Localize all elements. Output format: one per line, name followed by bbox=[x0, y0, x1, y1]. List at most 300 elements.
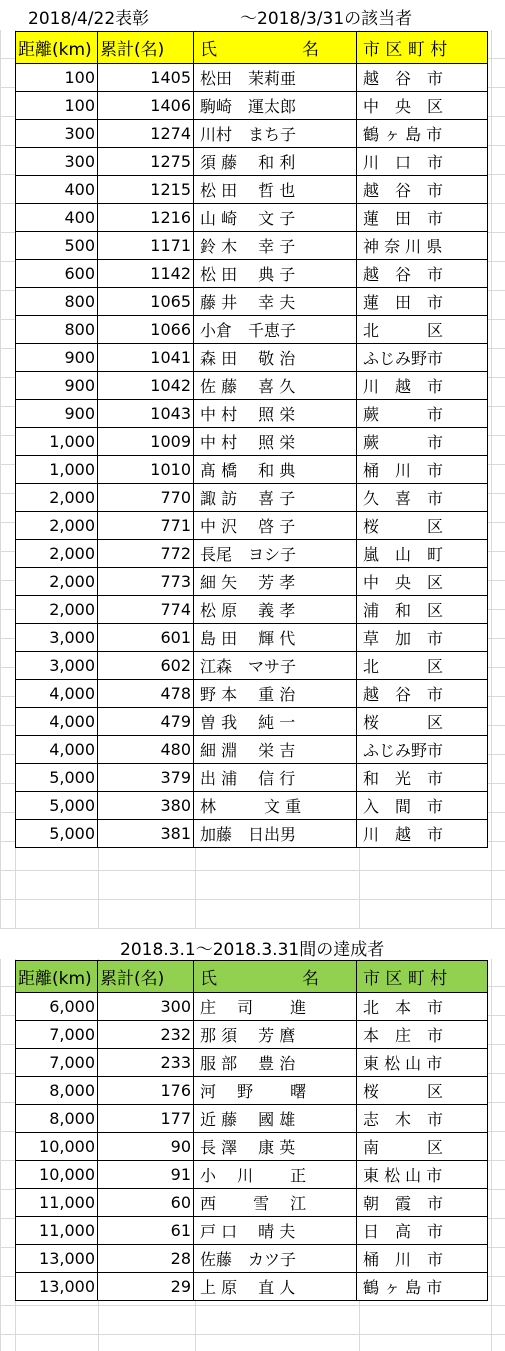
distance-cell-text: 900 bbox=[64, 348, 95, 367]
table-row bbox=[16, 372, 488, 400]
name-cell bbox=[194, 260, 357, 288]
municipality-cell bbox=[357, 1189, 488, 1217]
name-cell bbox=[194, 1105, 357, 1133]
section1-table bbox=[15, 31, 488, 848]
municipality-cell bbox=[357, 232, 488, 260]
header-name: 氏 名 bbox=[194, 961, 357, 993]
cumulative-cell-text: 60 bbox=[170, 1193, 191, 1212]
distance-cell-text: 6,000 bbox=[49, 997, 95, 1016]
distance-cell bbox=[16, 512, 98, 540]
table-row bbox=[16, 512, 488, 540]
distance-cell-text: 5,000 bbox=[49, 768, 95, 787]
distance-cell bbox=[16, 1245, 98, 1273]
municipality-cell bbox=[357, 1049, 488, 1077]
table-row bbox=[16, 232, 488, 260]
name-cell bbox=[194, 512, 357, 540]
name-cell bbox=[194, 1217, 357, 1245]
table-row bbox=[16, 1133, 488, 1161]
cumulative-cell-text: 1274 bbox=[150, 124, 191, 143]
distance-cell-text: 300 bbox=[64, 124, 95, 143]
cumulative-cell-text: 91 bbox=[170, 1165, 191, 1184]
cumulative-cell-text: 300 bbox=[160, 997, 191, 1016]
name-cell bbox=[194, 1161, 357, 1189]
name-cell bbox=[194, 1133, 357, 1161]
municipality-cell bbox=[357, 1133, 488, 1161]
distance-cell-text: 3,000 bbox=[49, 656, 95, 675]
table-row bbox=[16, 1161, 488, 1189]
name-cell-text: 松 原 義 孝 bbox=[200, 601, 296, 620]
cumulative-cell bbox=[98, 428, 194, 456]
cumulative-cell-text: 601 bbox=[160, 628, 191, 647]
distance-cell bbox=[16, 1105, 98, 1133]
table-row bbox=[16, 540, 488, 568]
municipality-cell-text: 北 区 bbox=[363, 657, 444, 676]
table-row bbox=[16, 596, 488, 624]
name-cell bbox=[194, 232, 357, 260]
municipality-cell-text: 桜 区 bbox=[363, 517, 444, 536]
municipality-cell bbox=[357, 288, 488, 316]
municipality-cell-text: 和 光 市 bbox=[363, 769, 444, 788]
distance-cell bbox=[16, 993, 98, 1021]
municipality-cell-text: 朝 霞 市 bbox=[363, 1194, 444, 1213]
section2-table bbox=[15, 960, 488, 1301]
table-row bbox=[16, 792, 488, 820]
municipality-cell-text: 蕨 市 bbox=[363, 433, 444, 452]
municipality-cell-text: 入 間 市 bbox=[363, 797, 444, 816]
distance-cell-text: 8,000 bbox=[49, 1081, 95, 1100]
cumulative-cell-text: 1066 bbox=[150, 320, 191, 339]
distance-cell-text: 7,000 bbox=[49, 1025, 95, 1044]
distance-cell bbox=[16, 1273, 98, 1301]
distance-cell-text: 900 bbox=[64, 404, 95, 423]
cumulative-cell bbox=[98, 288, 194, 316]
name-cell bbox=[194, 400, 357, 428]
table-row bbox=[16, 1077, 488, 1105]
header-municipality: 市 区 町 村 bbox=[357, 32, 488, 64]
municipality-cell bbox=[357, 176, 488, 204]
municipality-cell-text: 浦 和 区 bbox=[363, 601, 444, 620]
header-cumulative: 累計(名) bbox=[98, 961, 194, 993]
cumulative-cell bbox=[98, 1049, 194, 1077]
name-cell-text: 加藤 日出男 bbox=[200, 825, 297, 844]
name-cell-text: 山 崎 文 子 bbox=[200, 209, 296, 228]
header-municipality: 市 区 町 村 bbox=[357, 961, 488, 993]
header-cumulative: 累計(名) bbox=[98, 32, 194, 64]
distance-cell bbox=[16, 652, 98, 680]
name-cell bbox=[194, 652, 357, 680]
cumulative-cell bbox=[98, 596, 194, 624]
name-cell-text: 那 須 芳 麿 bbox=[200, 1026, 296, 1045]
name-cell-text: 曽 我 純 一 bbox=[200, 713, 296, 732]
name-cell bbox=[194, 120, 357, 148]
name-cell-text: 須 藤 和 利 bbox=[200, 153, 296, 172]
name-cell-text: 河 野 曙 bbox=[200, 1082, 307, 1101]
cumulative-cell-text: 177 bbox=[160, 1109, 191, 1128]
municipality-cell-text: 桶 川 市 bbox=[363, 1250, 444, 1269]
distance-cell-text: 10,000 bbox=[39, 1137, 95, 1156]
cumulative-cell-text: 771 bbox=[160, 516, 191, 535]
name-cell bbox=[194, 64, 357, 92]
cumulative-cell bbox=[98, 1273, 194, 1301]
distance-cell-text: 1,000 bbox=[49, 432, 95, 451]
municipality-cell-text: 鶴 ヶ 島 市 bbox=[363, 125, 443, 144]
name-cell-text: 松 田 哲 也 bbox=[200, 181, 296, 200]
distance-cell bbox=[16, 400, 98, 428]
municipality-cell-text: 神 奈 川 県 bbox=[363, 237, 443, 256]
table-row bbox=[16, 1021, 488, 1049]
municipality-cell bbox=[357, 708, 488, 736]
distance-cell bbox=[16, 792, 98, 820]
table-row bbox=[16, 764, 488, 792]
municipality-cell-text: 桜 区 bbox=[363, 713, 444, 732]
municipality-cell bbox=[357, 148, 488, 176]
table-row bbox=[16, 400, 488, 428]
cumulative-cell bbox=[98, 176, 194, 204]
cumulative-cell-text: 1009 bbox=[150, 432, 191, 451]
municipality-cell bbox=[357, 652, 488, 680]
distance-cell-text: 5,000 bbox=[49, 796, 95, 815]
table-header-row bbox=[16, 961, 488, 993]
cumulative-cell bbox=[98, 1245, 194, 1273]
cumulative-cell bbox=[98, 1189, 194, 1217]
cumulative-cell bbox=[98, 993, 194, 1021]
cumulative-cell-text: 176 bbox=[160, 1081, 191, 1100]
cumulative-cell bbox=[98, 792, 194, 820]
distance-cell-text: 600 bbox=[64, 264, 95, 283]
distance-cell-text: 11,000 bbox=[39, 1193, 95, 1212]
municipality-cell bbox=[357, 993, 488, 1021]
name-cell-text: 細 淵 栄 吉 bbox=[200, 741, 296, 760]
name-cell-text: 長尾 ヨシ子 bbox=[200, 545, 297, 564]
municipality-cell bbox=[357, 1021, 488, 1049]
distance-cell bbox=[16, 372, 98, 400]
municipality-cell bbox=[357, 316, 488, 344]
distance-cell-text: 8,000 bbox=[49, 1109, 95, 1128]
distance-cell bbox=[16, 708, 98, 736]
name-cell-text: 川村 まち子 bbox=[200, 125, 297, 144]
table-header-row bbox=[16, 32, 488, 64]
name-cell-text: 藤 井 幸 夫 bbox=[200, 293, 296, 312]
distance-cell-text: 7,000 bbox=[49, 1053, 95, 1072]
municipality-cell bbox=[357, 1217, 488, 1245]
name-cell-text: 佐藤 カツ子 bbox=[200, 1250, 297, 1269]
cumulative-cell bbox=[98, 708, 194, 736]
name-cell-text: 中 村 照 栄 bbox=[200, 433, 296, 452]
municipality-cell-text: 川 越 市 bbox=[363, 377, 444, 396]
name-cell bbox=[194, 624, 357, 652]
municipality-cell bbox=[357, 400, 488, 428]
municipality-cell bbox=[357, 1105, 488, 1133]
cumulative-cell-text: 1406 bbox=[150, 96, 191, 115]
distance-cell-text: 4,000 bbox=[49, 684, 95, 703]
name-cell-text: 西 雪 江 bbox=[200, 1194, 307, 1213]
municipality-cell-text: 越 谷 市 bbox=[363, 685, 444, 704]
distance-cell-text: 4,000 bbox=[49, 740, 95, 759]
distance-cell-text: 13,000 bbox=[39, 1277, 95, 1296]
municipality-cell bbox=[357, 820, 488, 848]
distance-cell bbox=[16, 680, 98, 708]
distance-cell bbox=[16, 232, 98, 260]
distance-cell bbox=[16, 1021, 98, 1049]
cumulative-cell-text: 29 bbox=[170, 1277, 191, 1296]
table-row bbox=[16, 456, 488, 484]
municipality-cell-text: 本 庄 市 bbox=[363, 1026, 444, 1045]
distance-cell bbox=[16, 1189, 98, 1217]
municipality-cell bbox=[357, 792, 488, 820]
table-row bbox=[16, 1049, 488, 1077]
cumulative-cell-text: 479 bbox=[160, 712, 191, 731]
name-cell bbox=[194, 1245, 357, 1273]
municipality-cell bbox=[357, 64, 488, 92]
section1-title-left: 2018/4/22表彰 bbox=[28, 9, 150, 29]
cumulative-cell-text: 379 bbox=[160, 768, 191, 787]
municipality-cell bbox=[357, 428, 488, 456]
name-cell-text: 松 田 典 子 bbox=[200, 265, 296, 284]
municipality-cell-text: 日 高 市 bbox=[363, 1222, 444, 1241]
cumulative-cell-text: 381 bbox=[160, 824, 191, 843]
distance-cell bbox=[16, 484, 98, 512]
table-row bbox=[16, 176, 488, 204]
name-cell bbox=[194, 1021, 357, 1049]
distance-cell bbox=[16, 1077, 98, 1105]
municipality-cell bbox=[357, 204, 488, 232]
name-cell-text: 近 藤 國 雄 bbox=[200, 1110, 296, 1129]
cumulative-cell bbox=[98, 372, 194, 400]
cumulative-cell-text: 61 bbox=[170, 1221, 191, 1240]
distance-cell bbox=[16, 148, 98, 176]
cumulative-cell bbox=[98, 568, 194, 596]
header-distance: 距離(km) bbox=[16, 961, 98, 993]
distance-cell bbox=[16, 820, 98, 848]
table-row bbox=[16, 260, 488, 288]
name-cell bbox=[194, 820, 357, 848]
municipality-cell-text: 北 区 bbox=[363, 321, 444, 340]
cumulative-cell-text: 774 bbox=[160, 600, 191, 619]
cumulative-cell bbox=[98, 764, 194, 792]
table-row bbox=[16, 708, 488, 736]
name-cell bbox=[194, 540, 357, 568]
cumulative-cell bbox=[98, 484, 194, 512]
cumulative-cell-text: 1042 bbox=[150, 376, 191, 395]
name-cell bbox=[194, 176, 357, 204]
municipality-cell bbox=[357, 624, 488, 652]
section1-title-row bbox=[0, 0, 505, 30]
name-cell bbox=[194, 92, 357, 120]
municipality-cell-text: 桜 区 bbox=[363, 1082, 444, 1101]
distance-cell-text: 400 bbox=[64, 208, 95, 227]
cumulative-cell-text: 380 bbox=[160, 796, 191, 815]
cumulative-cell bbox=[98, 92, 194, 120]
table-row bbox=[16, 1217, 488, 1245]
municipality-cell-text: 鶴 ヶ 島 市 bbox=[363, 1278, 443, 1297]
table-row bbox=[16, 204, 488, 232]
distance-cell bbox=[16, 92, 98, 120]
table-row bbox=[16, 624, 488, 652]
cumulative-cell bbox=[98, 316, 194, 344]
gridline bbox=[491, 0, 492, 1351]
table-row bbox=[16, 736, 488, 764]
name-cell bbox=[194, 1273, 357, 1301]
cumulative-cell bbox=[98, 540, 194, 568]
cumulative-cell bbox=[98, 624, 194, 652]
municipality-cell-text: 越 谷 市 bbox=[363, 181, 444, 200]
name-cell bbox=[194, 1049, 357, 1077]
distance-cell-text: 10,000 bbox=[39, 1165, 95, 1184]
municipality-cell-text: ふじみ野市 bbox=[363, 349, 444, 368]
cumulative-cell-text: 1405 bbox=[150, 68, 191, 87]
name-cell-text: 出 浦 信 行 bbox=[200, 769, 296, 788]
distance-cell bbox=[16, 344, 98, 372]
municipality-cell-text: ふじみ野市 bbox=[363, 741, 444, 760]
distance-cell-text: 2,000 bbox=[49, 572, 95, 591]
name-cell-text: 森 田 敬 治 bbox=[200, 349, 296, 368]
municipality-cell bbox=[357, 92, 488, 120]
name-cell-text: 中 沢 啓 子 bbox=[200, 517, 296, 536]
distance-cell-text: 2,000 bbox=[49, 600, 95, 619]
municipality-cell-text: 蓮 田 市 bbox=[363, 209, 444, 228]
name-cell bbox=[194, 344, 357, 372]
cumulative-cell-text: 1275 bbox=[150, 152, 191, 171]
municipality-cell bbox=[357, 512, 488, 540]
municipality-cell bbox=[357, 568, 488, 596]
distance-cell bbox=[16, 1049, 98, 1077]
municipality-cell-text: 越 谷 市 bbox=[363, 265, 444, 284]
name-cell bbox=[194, 764, 357, 792]
table-row bbox=[16, 1245, 488, 1273]
name-cell-text: 中 村 照 栄 bbox=[200, 405, 296, 424]
table-row bbox=[16, 344, 488, 372]
table-row bbox=[16, 820, 488, 848]
distance-cell-text: 4,000 bbox=[49, 712, 95, 731]
cumulative-cell bbox=[98, 204, 194, 232]
header-distance: 距離(km) bbox=[16, 32, 98, 64]
distance-cell-text: 1,000 bbox=[49, 460, 95, 479]
cumulative-cell bbox=[98, 736, 194, 764]
cumulative-cell bbox=[98, 652, 194, 680]
name-cell bbox=[194, 596, 357, 624]
table-row bbox=[16, 1105, 488, 1133]
table-row bbox=[16, 288, 488, 316]
distance-cell bbox=[16, 596, 98, 624]
name-cell-text: 佐 藤 喜 久 bbox=[200, 377, 296, 396]
cumulative-cell-text: 90 bbox=[170, 1137, 191, 1156]
distance-cell-text: 300 bbox=[64, 152, 95, 171]
municipality-cell bbox=[357, 540, 488, 568]
name-cell bbox=[194, 288, 357, 316]
name-cell bbox=[194, 708, 357, 736]
cumulative-cell-text: 772 bbox=[160, 544, 191, 563]
distance-cell-text: 800 bbox=[64, 292, 95, 311]
name-cell-text: 上 原 直 人 bbox=[200, 1278, 296, 1297]
cumulative-cell bbox=[98, 456, 194, 484]
name-cell bbox=[194, 1189, 357, 1217]
table-row bbox=[16, 1273, 488, 1301]
distance-cell bbox=[16, 204, 98, 232]
name-cell-text: 林 文 重 bbox=[200, 797, 302, 816]
cumulative-cell bbox=[98, 260, 194, 288]
municipality-cell-text: 東 松 山 市 bbox=[363, 1054, 443, 1073]
distance-cell-text: 11,000 bbox=[39, 1221, 95, 1240]
distance-cell bbox=[16, 736, 98, 764]
table-row bbox=[16, 92, 488, 120]
municipality-cell bbox=[357, 260, 488, 288]
name-cell-text: 庄 司 進 bbox=[200, 998, 307, 1017]
section2-title-row bbox=[0, 929, 505, 959]
cumulative-cell-text: 478 bbox=[160, 684, 191, 703]
distance-cell bbox=[16, 260, 98, 288]
distance-cell bbox=[16, 176, 98, 204]
distance-cell bbox=[16, 568, 98, 596]
municipality-cell-text: 中 央 区 bbox=[363, 97, 444, 116]
municipality-cell bbox=[357, 1245, 488, 1273]
municipality-cell-text: 蕨 市 bbox=[363, 405, 444, 424]
municipality-cell-text: 嵐 山 町 bbox=[363, 545, 444, 564]
name-cell bbox=[194, 204, 357, 232]
municipality-cell-text: 久 喜 市 bbox=[363, 489, 444, 508]
municipality-cell-text: 志 木 市 bbox=[363, 1110, 444, 1129]
municipality-cell-text: 越 谷 市 bbox=[363, 69, 444, 88]
distance-cell-text: 2,000 bbox=[49, 544, 95, 563]
name-cell-text: 江森 マサ子 bbox=[200, 657, 297, 676]
name-cell bbox=[194, 680, 357, 708]
municipality-cell bbox=[357, 120, 488, 148]
cumulative-cell bbox=[98, 1077, 194, 1105]
table-row bbox=[16, 64, 488, 92]
cumulative-cell bbox=[98, 820, 194, 848]
name-cell-text: 鈴 木 幸 子 bbox=[200, 237, 296, 256]
name-cell bbox=[194, 484, 357, 512]
municipality-cell-text: 川 越 市 bbox=[363, 825, 444, 844]
cumulative-cell bbox=[98, 1133, 194, 1161]
name-cell-text: 小 川 正 bbox=[200, 1166, 307, 1185]
cumulative-cell-text: 1065 bbox=[150, 292, 191, 311]
municipality-cell bbox=[357, 456, 488, 484]
cumulative-cell bbox=[98, 680, 194, 708]
name-cell-text: 長 澤 康 英 bbox=[200, 1138, 296, 1157]
distance-cell bbox=[16, 316, 98, 344]
distance-cell-text: 400 bbox=[64, 180, 95, 199]
distance-cell bbox=[16, 428, 98, 456]
distance-cell bbox=[16, 120, 98, 148]
table-row bbox=[16, 120, 488, 148]
distance-cell-text: 900 bbox=[64, 376, 95, 395]
cumulative-cell bbox=[98, 400, 194, 428]
municipality-cell-text: 北 本 市 bbox=[363, 998, 444, 1017]
table-row bbox=[16, 568, 488, 596]
name-cell bbox=[194, 993, 357, 1021]
municipality-cell bbox=[357, 680, 488, 708]
name-cell-text: 戸 口 晴 夫 bbox=[200, 1222, 296, 1241]
table-row bbox=[16, 993, 488, 1021]
cumulative-cell-text: 1216 bbox=[150, 208, 191, 227]
distance-cell bbox=[16, 624, 98, 652]
municipality-cell bbox=[357, 736, 488, 764]
name-cell-text: 服 部 豊 治 bbox=[200, 1054, 296, 1073]
distance-cell-text: 2,000 bbox=[49, 488, 95, 507]
section1-title-right: ～2018/3/31の該当者 bbox=[240, 9, 413, 29]
municipality-cell bbox=[357, 1273, 488, 1301]
name-cell-text: 細 矢 芳 孝 bbox=[200, 573, 296, 592]
distance-cell bbox=[16, 764, 98, 792]
municipality-cell bbox=[357, 344, 488, 372]
distance-cell-text: 13,000 bbox=[39, 1249, 95, 1268]
municipality-cell-text: 中 央 区 bbox=[363, 573, 444, 592]
name-cell-text: 小倉 千恵子 bbox=[200, 321, 297, 340]
municipality-cell bbox=[357, 764, 488, 792]
name-cell bbox=[194, 736, 357, 764]
distance-cell-text: 100 bbox=[64, 68, 95, 87]
name-cell-text: 松田 茉莉亜 bbox=[200, 69, 297, 88]
